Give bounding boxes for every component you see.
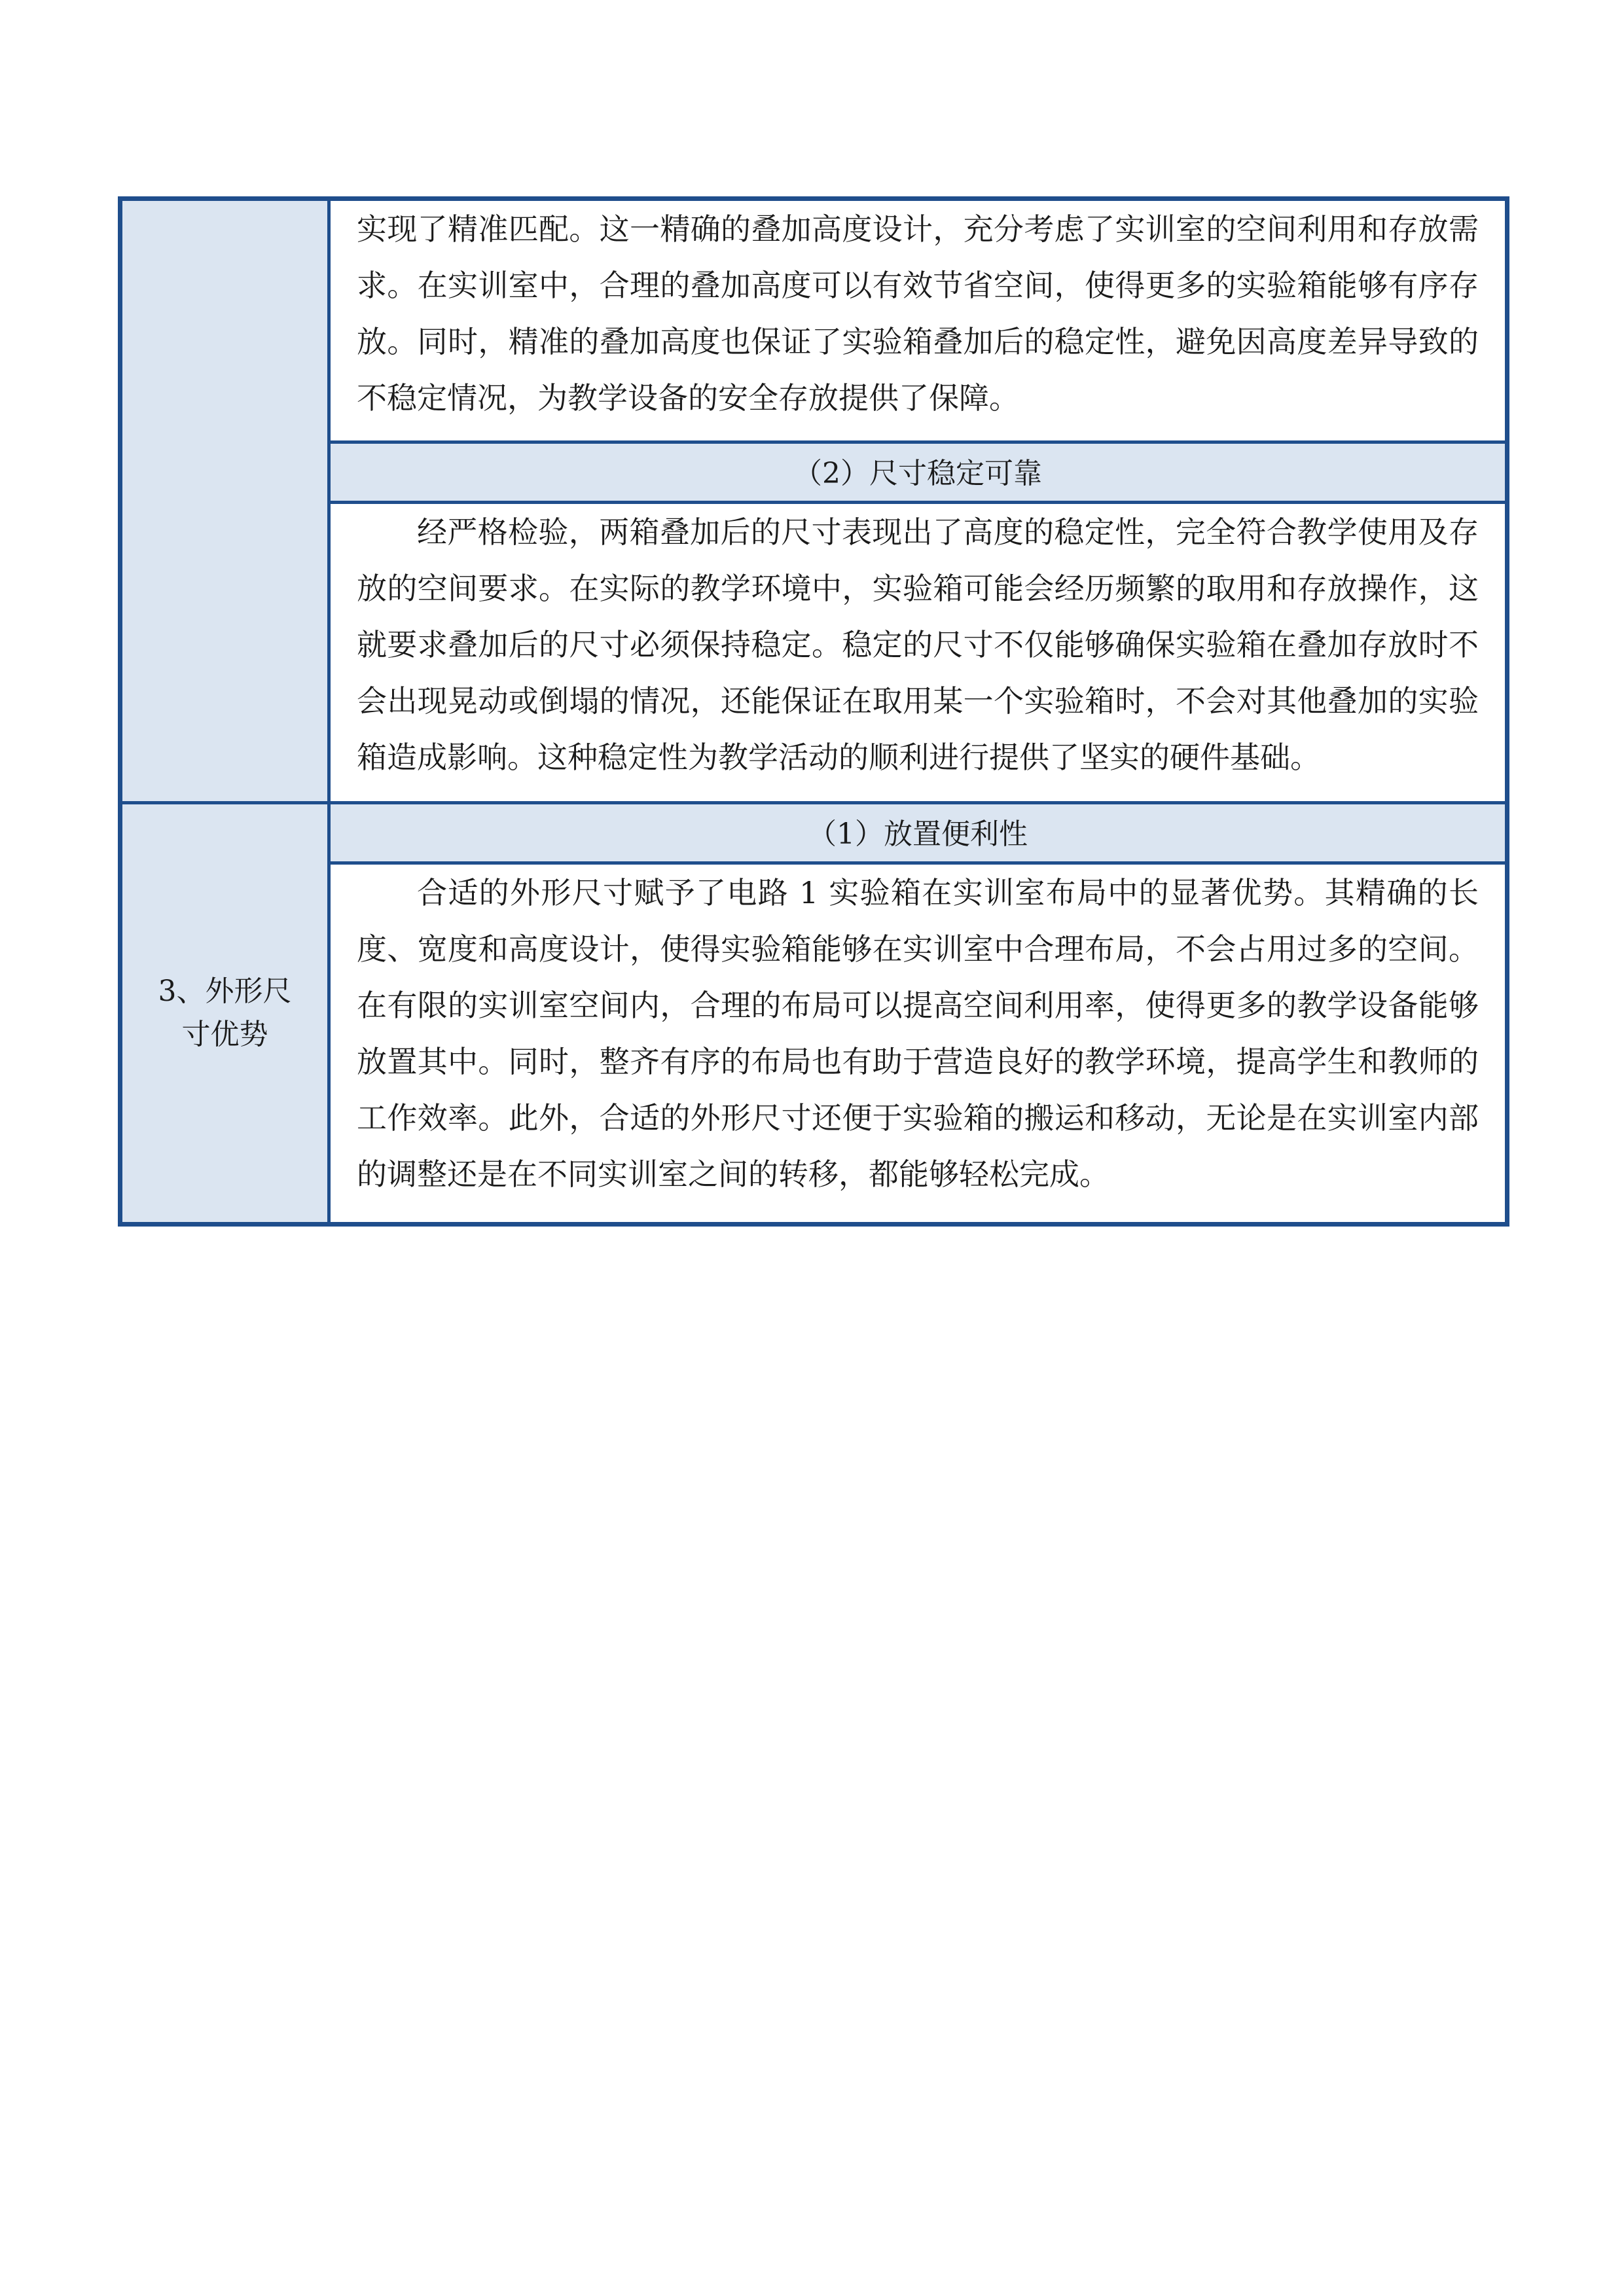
section-content-1 bbox=[331, 201, 1505, 801]
category-label: 3、外形尺寸优势 bbox=[158, 975, 292, 1051]
paragraph-size-stability: 经严格检验，两箱叠加后的尺寸表现出了高度的稳定性，完全符合教学使用及存放的空间要求。在实际的教学环境中，实验箱可能会经历频繁的取用和存放操作，这就要求叠加后的尺寸必须保持稳定。稳定的尺寸不仅能够确保实验箱在叠加存放时不会出现晃动或倒塌的情况，还能保证在取用某一个实验箱时，不会对其他叠加的实验箱造成影响。这种稳定性为教学活动的顺利进行提供了坚实的硬件基础。 bbox=[357, 514, 1479, 775]
continued-paragraph: 实现了精准匹配。这一精确的叠加高度设计，充分考虑了实训室的空间利用和存放需求。在实训室中，合理的叠加高度可以有效节省空间，使得更多的实验箱能够有序存放。同时，精准的叠加高度也保证了实验箱叠加后的稳定性，避免因高度差异导致的不稳定情况，为教学设备的安全存放提供了保障。 bbox=[357, 211, 1479, 416]
category-cell-continued bbox=[122, 201, 331, 801]
content-table bbox=[118, 196, 1509, 1227]
paragraph-placement: 合适的外形尺寸赋予了电路 1 实验箱在实训室布局中的显著优势。其精确的长度、宽度和高度设计，使得实验箱能够在实训室中合理布局，不会占用过多的空间。在有限的实训室空间内，合理的布局可以提高空间利用率，使得更多的教学设备能够放置其中。同时，整齐有序的布局也有助于营造良好的教学环境，提高学生和教师的工作效率。此外，合适的外形尺寸还便于实验箱的搬运和移动，无论是在实训室内部的调整还是在不同实训室之间的转移，都能够轻松完成。 bbox=[357, 875, 1479, 1192]
section-content-2 bbox=[331, 801, 1505, 1222]
category-cell-shape-size bbox=[122, 801, 331, 1222]
sub-heading-placement: （1）放置便利性 bbox=[331, 804, 1505, 865]
sub-heading-size-stability: （2）尺寸稳定可靠 bbox=[331, 444, 1505, 504]
